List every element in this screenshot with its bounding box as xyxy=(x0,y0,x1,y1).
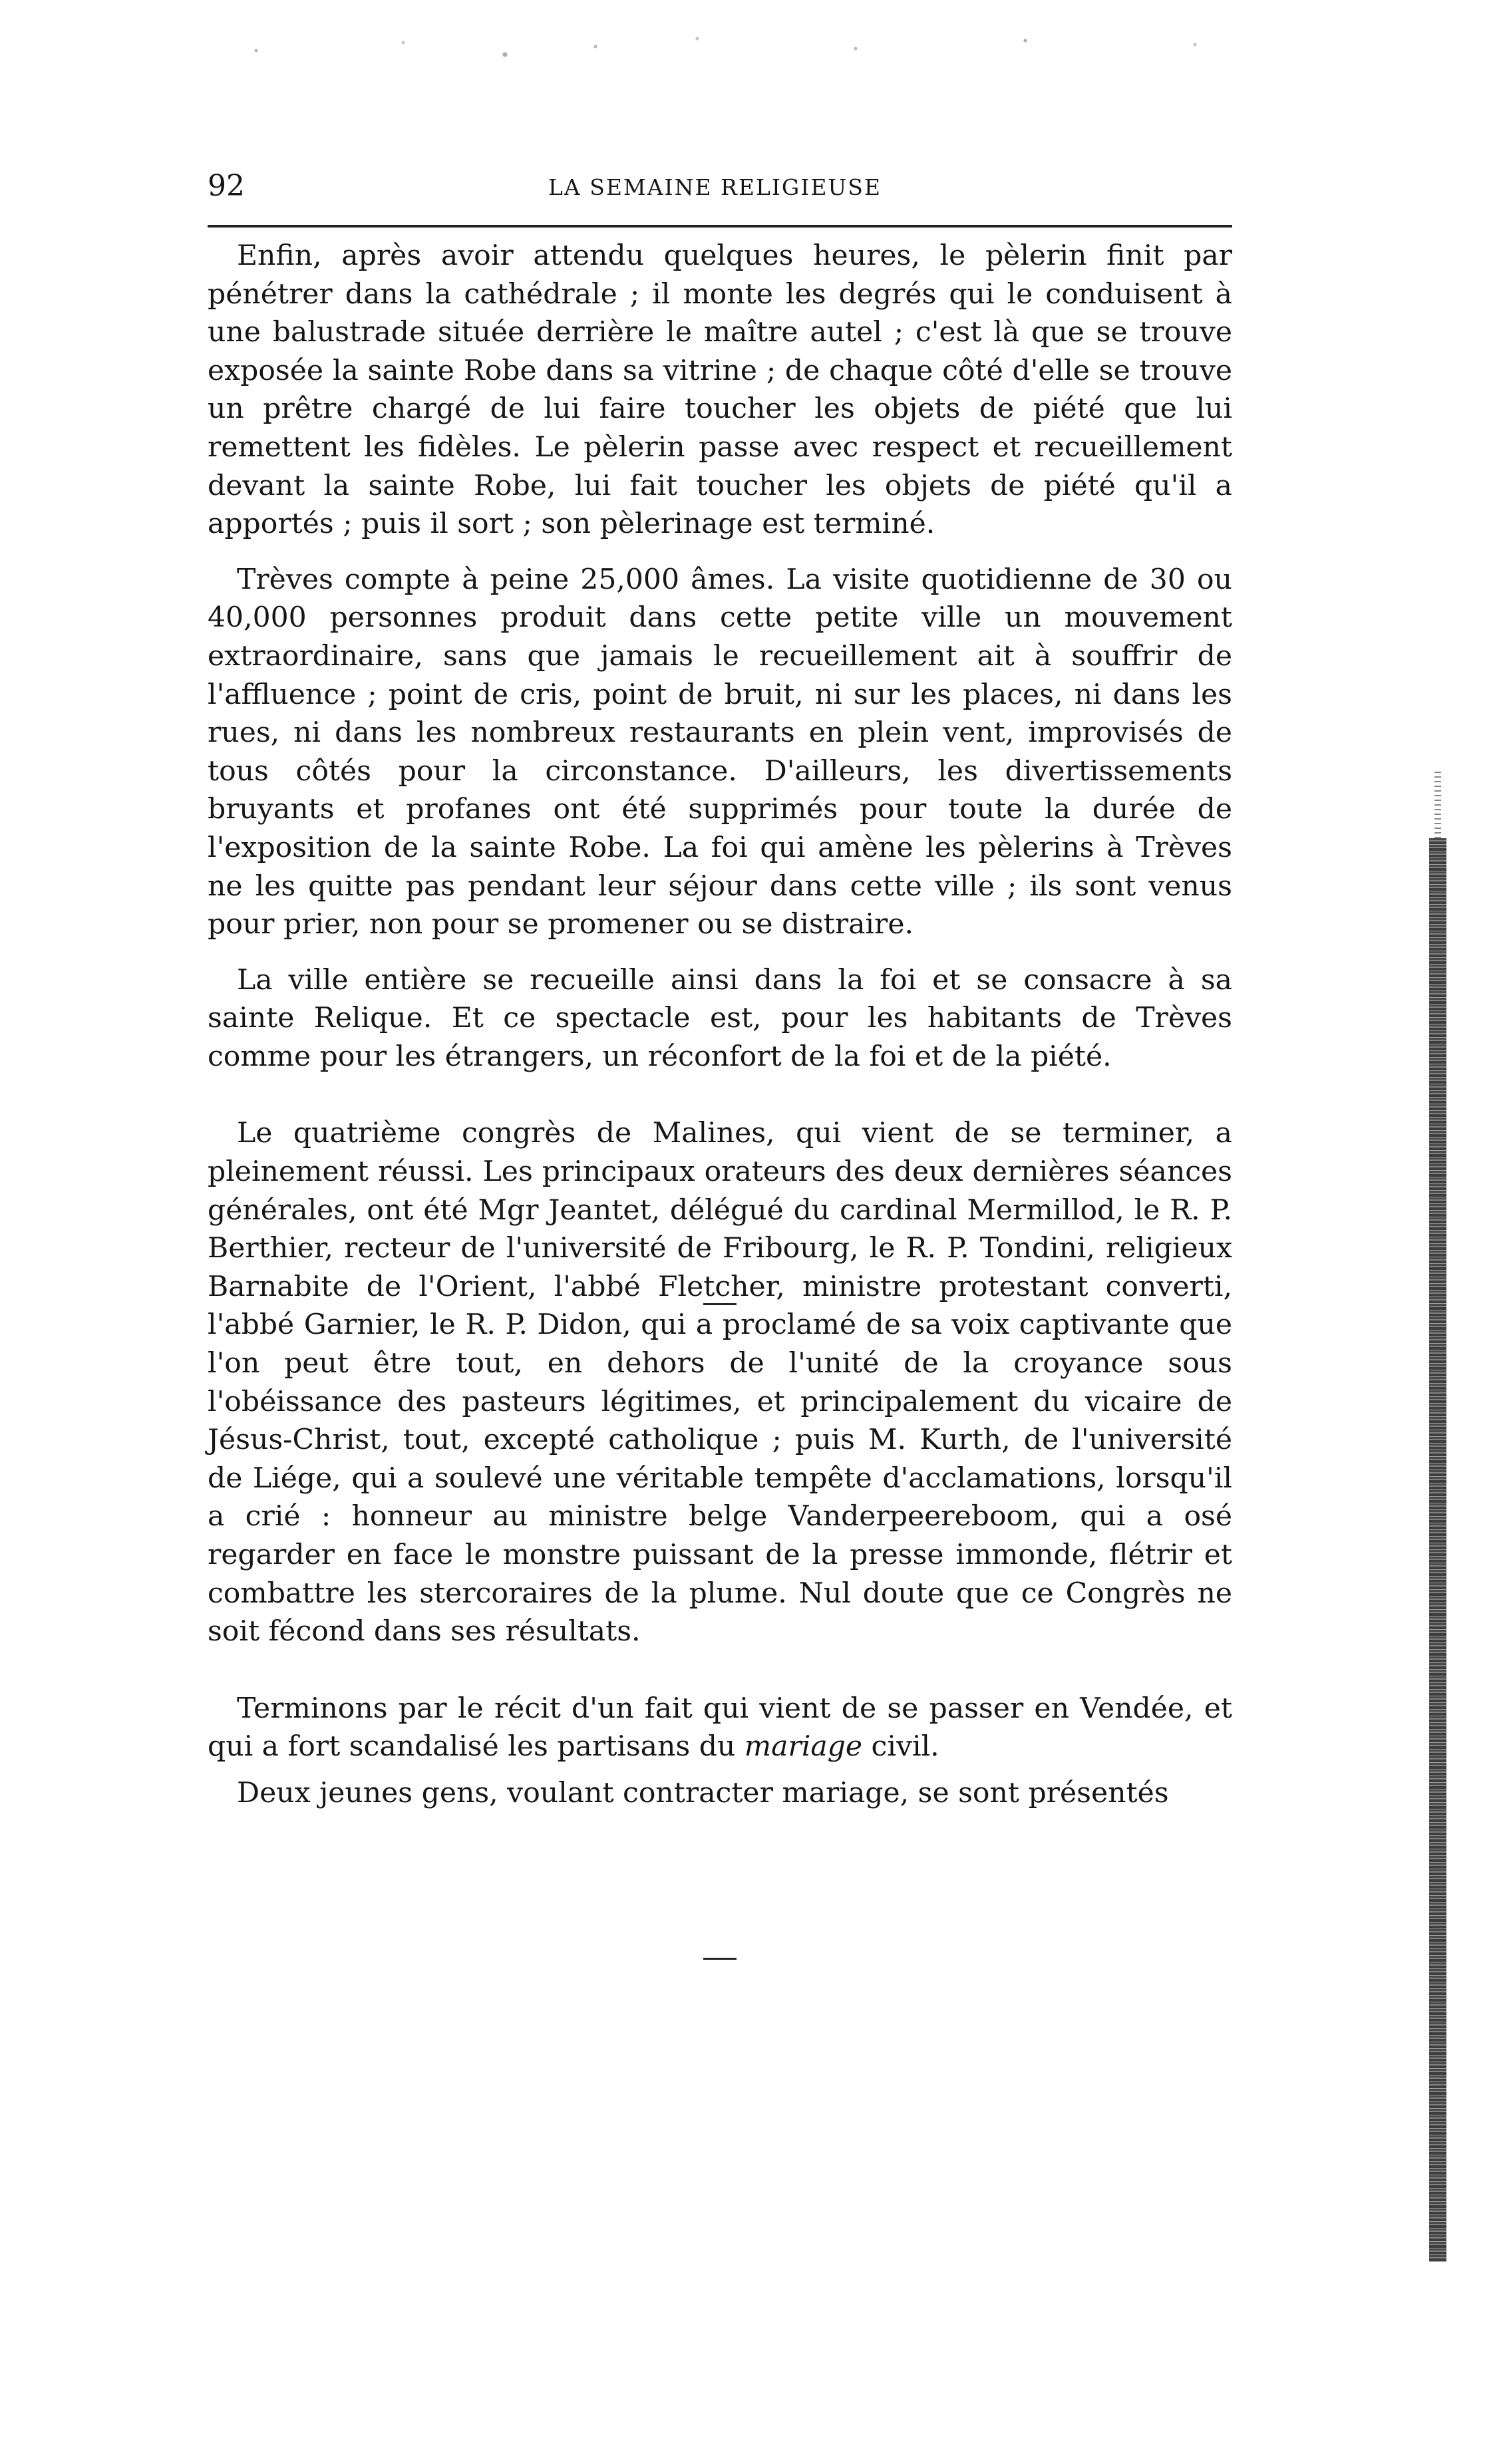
scan-edge-mark xyxy=(1434,772,1441,838)
body-text xyxy=(208,237,1232,1813)
paragraph: Deux jeunes gens, voulant contracter mariage, se sont présentés xyxy=(237,1776,1169,1809)
page-header xyxy=(208,166,1232,206)
paragraph: Le quatrième congrès de Malines, qui vient de se terminer, a pleinement réussi. Les principaux orateurs des deux dernières séances générales, ont été Mgr Jeantet, délégué du cardinal Mermillod, le R. P. Berthier, recteur de l'université de Fribourg, le R. P. Tondini, religieux Barnabite de l'Orient, l'abbé Fletcher, ministre protestant converti, l'abbé Garnier, le R. P. Didon, qui a proclamé de sa voix captivante que l'on peut être tout, en dehors de l'unité de la croyance sous l'obéissance des pasteurs légitimes, et principalement du vicaire de Jésus-Christ, tout, excepté catholique ; puis M. Kurth, de l'université de Liége, qui a soulevé une véritable tempête d'acclamations, lorsqu'il a crié : honneur au ministre belge Vanderpeereboom, qui a osé regarder en face le monstre puissant de la presse immonde, flétrir et combattre les stercoraires de la plume. Nul doute que ce Congrès ne soit fécond dans ses résultats. xyxy=(208,1117,1232,1648)
page-number: 92 xyxy=(208,169,245,203)
section-separator xyxy=(703,1958,737,1960)
header-rule xyxy=(208,225,1232,228)
scan-noise xyxy=(200,27,1331,67)
paragraph: La ville entière se recueille ainsi dans la foi et se consacre à sa sainte Relique. Et ce spectacle est, pour les habitants de Trèves comme pour les étrangers, un réconfort de la foi et de la piété. xyxy=(208,963,1232,1073)
running-head: LA SEMAINE RELIGIEUSE xyxy=(548,174,882,200)
paragraph: Trèves compte à peine 25,000 âmes. La visite quotidienne de 30 ou 40,000 personnes produit dans cette petite ville un mouvement extraordinaire, sans que jamais le recueillement ait à souffrir de l'affluence ; point de cris, point de bruit, ni sur les places, ni dans les rues, ni dans les nombreux restaurants en plein vent, improvisés de tous côtés pour la circonstance. D'ailleurs, les divertissements bruyants et profanes ont été supprimés pour toute la durée de l'exposition de la sainte Robe. La foi qui amène les pèlerins à Trèves ne les quitte pas pendant leur séjour dans cette ville ; ils sont venus pour prier, non pour se promener ou se distraire. xyxy=(208,563,1232,941)
paragraph xyxy=(208,1690,1232,1766)
italic-term: mariage xyxy=(744,1730,863,1764)
paragraph-text: civil. xyxy=(862,1730,939,1764)
scan-edge-streak xyxy=(1429,838,1446,2262)
paragraph: Enfin, après avoir attendu quelques heures, le pèlerin finit par pénétrer dans la cathédrale ; il monte les degrés qui le conduisent à une balustrade située derrière le maître autel ; c'est là que se trouve exposée la sainte Robe dans sa vitrine ; de chaque côté d'elle se trouve un prêtre chargé de lui faire toucher les objets de piété que lui remettent les fidèles. Le pèlerin passe avec respect et recueillement devant la sainte Robe, lui fait toucher les objets de piété qu'il a apportés ; puis il sort ; son pèlerinage est terminé. xyxy=(208,239,1232,541)
section-separator xyxy=(703,1303,737,1305)
paragraph-text: Terminons par le récit d'un fait qui vient de se passer en Vendée, et qui a fort scandalisé les partisans du xyxy=(208,1692,1232,1764)
